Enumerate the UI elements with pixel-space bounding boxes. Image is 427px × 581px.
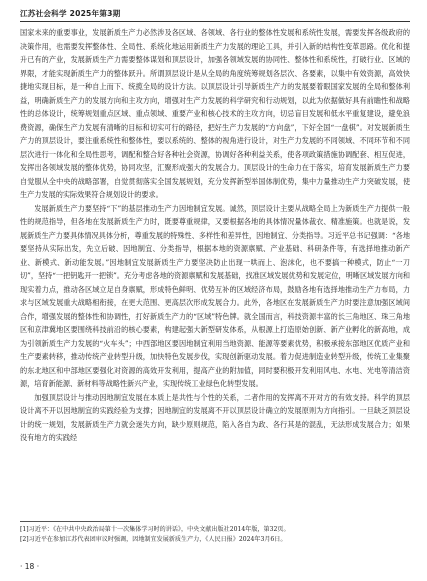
footnotes <box>20 525 415 545</box>
footnote-2: [2]习近平在参加江苏代表团审议时强调，因地制宜发展新质生产力，《人民日报》2024年3月6日。 <box>20 536 287 543</box>
article-body <box>20 26 410 445</box>
paragraph-1: 国家未来的重要事业，发展新质生产力必然涉及各区域、各领域、各行业的整体性发展和系统性发展，需要发挥各级政府的决策作用，也需要发挥整体性、全局性、系统化地运用新质生产力发展的理论工具，并引入新的结构性变革思路。优化和提升已有的产业，发展新质生产力需要整体谋划和顶层设计，加强各领域发展的协同性、整体性和系统性，打破行业、区域的界限，才能实现新质生产力的整体跃升。所谓顶层设计是从全局的角度统筹规划各层次、各要素，以集中有效资源，高效快捷地实现目标，是一种自上而下、统揽全局的设计方法。以顶层设计引导新质生产力的发展要着眼国家发展的全局和整体利益，明确新质生产力的发展方向和主攻方向，增强对生产力发展的科学研究和行动规划，以此为依据做好具有前瞻性和战略性的总体设计，统筹规划重点区域、重点领域、重要产业和核心技术的主攻方向，切忌盲目发展和低水平重复建设，避免浪费资源，确保生产力发展有清晰的目标和切实可行的路径，把好生产力发展的“方向盘”，下好全国“一盘棋”。对发展新质生产力的顶层设计，要注重系统性和整体性，要以系统的、整体的视角进行设计，对生产力发展的不同领域、不同环节和不同层次进行一体化和全局性思考，调配和整合好各种社会资源，协调好各种利益关系，使各项政策措施协调配套、相互促进，发挥出各领域发展的整体优势，协同攻坚，汇聚形成强大的发展合力。顶层设计的生命力在于落实，培育发展新质生产力要自觉服从全中央的战略部署，自觉贯彻落实全国发展规划，充分发挥新型举国体制优势，集中力量推动生产力突破发展，使生产力发展的实际效果符合规划设计的要求。 <box>20 28 410 199</box>
header-divider <box>20 21 410 22</box>
paragraph-3: 加强顶层设计与推动因地制宜发展在本质上是共性与个性的关系，二者作用的发挥离不开对方的有效支持。科学的顶层设计离不开以因地制宜的实践经验为支撑；因地制宜的发展离不开以顶层设计确立的发展原则为方向指引。一旦缺乏顶层设计的统一规划，发展新质生产力就会迷失方向，缺少原则规范，陷入各自为政、各行其是的混乱，无法形成发展合力；如果没有地方的实践经 <box>20 392 410 442</box>
running-header: 江苏社会科学 2025年第3期 <box>20 9 121 18</box>
paragraph-2: 发展新质生产力要坚持“下”的基层推动生产力因地制宜发展。诚然，顶层设计主要从战略全局上为新质生产力提供一般性的规范指导，但各地在发展新质生产力时，既要尊重规律，又要根据各地的具体情况量体裁衣、精准施策。也就是说，发展新质生产力要具体情况具体分析，尊重发展的特殊性、多样性和差异性，因地制宜、分类指导。习近平总书记强调：“各地要坚持从实际出发，先立后破、因地制宜、分类指导，根据本地的资源禀赋、产业基础、科研条件等，有选择地推动新产业、新模式、新动能发展。”因地制宜发展新质生产力要坚决防止出现一哄而上、泡沫化，也不要搞一种模式，防止“一刀切”，坚持“一把钥匙开一把锁”。充分考虑各地的资源禀赋和发展基础，找准区域发展优势和发展定位，明晰区域发展方向和现实着力点，推动各区域立足自身禀赋，形成特色鲜明、优势互补的区域经济布局，鼓励各地有选择地推动生产力布局，力求与区域发展重大战略相衔接，在更大范围、更高层次形成发展合力。此外，各地区在发展新质生产力时要注意加强区域间合作，增强发展的整体性和协调性，打好新质生产力的“区域”特色牌。就全国而言，科技资源丰富的长三角地区、珠三角地区和京津冀地区要围绕科技前沿的核心要素，构建起强大新型研发体系，从根源上打造原始创新、新产业孵化的新高地，成为引领新质生产力发展的“火车头”；中西部地区要因地制宜利用当地资源、能源等要素优势，积极承接东部地区优质产业和生产要素转移，推动传统产业转型升级，加快特色发展步伐，实现创新驱动发展。着力促进制造业转型升级，传统工业集聚的东北地区和中部地区要强化对资源的高效开发利用，提高产业的附加值，同时要积极开发利用风电、水电、光电等清洁资源，培育新能源、新材料等战略性新兴产业，实现传统工业绿色化转型发展。 <box>20 203 410 388</box>
page-number: · 18 · <box>20 562 40 571</box>
footnote-1: [1]习近平：《在中共中央政治局第十一次集体学习时的讲话》，中央文献出版社2014年版，第32页。 <box>20 526 290 533</box>
footnote-divider <box>20 521 140 522</box>
